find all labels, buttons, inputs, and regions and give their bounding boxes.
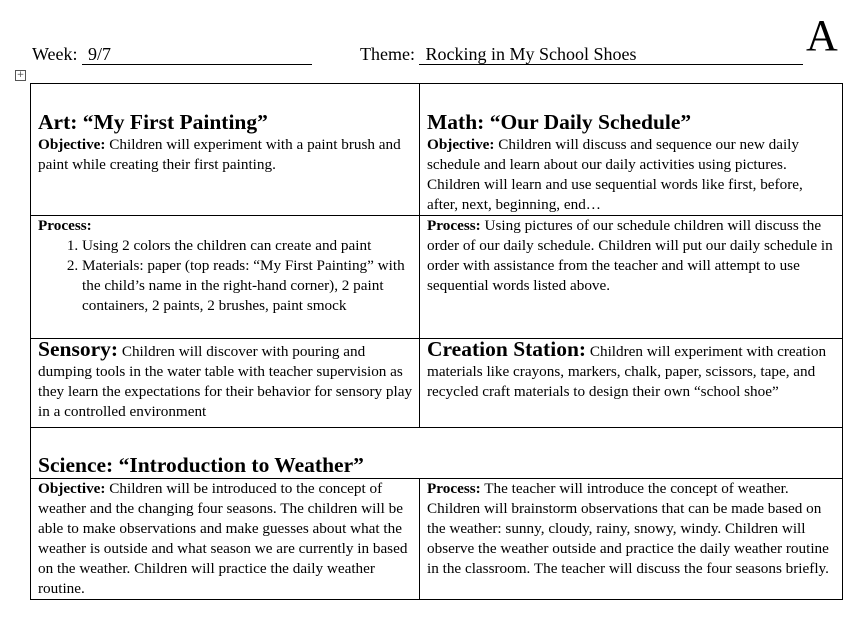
table-row [31, 216, 843, 339]
art-title-cell[interactable] [31, 84, 420, 136]
creation-label: Creation Station: [427, 337, 587, 361]
science-objective-label: Objective: [38, 480, 106, 497]
list-item: 2. Materials: paper (top reads: “My First Painting” with the child’s name in the right-hand corner), 2 paint containers, 2 paints, 2 brushes, paint smock [82, 256, 414, 316]
science-process-text: The teacher will introduce the concept of weather. Children will brainstorm observations that can be made based on the weather: sunny, cloudy, rainy, snowy, windy. Children will observe the weather outside and practice the daily weather routine in the classroom. The teacher will discuss the four seasons briefly. [427, 480, 829, 577]
table-row [31, 84, 843, 136]
creation-text: Children will experiment with creation materials like crayons, markers, chalk, paper, scissors, tape, and recycled craft materials to design their own “school shoe” [427, 343, 827, 400]
table-row [31, 428, 843, 479]
math-objective-text: Children will discuss and sequence our new daily schedule and learn about our daily activities using pictures. Children will learn and use sequential words like first, before, after, next, beginning, end… [427, 136, 803, 213]
page-letter: A [806, 11, 838, 60]
art-process-list [38, 236, 414, 316]
math-title: Math: “Our Daily Schedule” [427, 110, 692, 134]
math-objective-label: Objective: [427, 136, 495, 153]
week-value[interactable]: 9/7 [82, 44, 312, 65]
science-title-cell[interactable] [31, 428, 843, 479]
art-process-cell[interactable] [31, 216, 420, 339]
math-process-text: Using pictures of our schedule children will discuss the order of our daily schedule. Children will put our daily schedule in order with assistance from the teacher and will attempt to use sequential words listed above. [427, 217, 833, 294]
science-process-cell[interactable] [420, 479, 843, 600]
table-row [31, 479, 843, 600]
sensory-cell[interactable] [31, 339, 420, 428]
science-process-label: Process: [427, 480, 481, 497]
math-title-cell[interactable] [420, 84, 843, 136]
list-item: 1. Using 2 colors the children can create and paint [82, 236, 414, 256]
math-process-label: Process: [427, 217, 481, 234]
theme-field [360, 44, 803, 65]
science-title: Science: “Introduction to Weather” [38, 453, 364, 477]
art-objective-text: Children will experiment with a paint brush and paint while creating their first painting. [38, 136, 401, 173]
theme-value[interactable]: Rocking in My School Shoes [419, 44, 803, 65]
theme-label: Theme: [360, 44, 415, 64]
sensory-label: Sensory: [38, 337, 119, 361]
creation-cell[interactable] [420, 339, 843, 428]
move-handle-icon[interactable]: + [16, 70, 25, 80]
sensory-text: Children will discover with pouring and dumping tools in the water table with teacher supervision as they learn the expectations for their behavior for sensory play in a controlled environment [38, 343, 413, 420]
art-process-label: Process: [38, 217, 92, 234]
science-objective-text: Children will be introduced to the concept of weather and the changing four seasons. The children will be able to make observations and make guesses about what the weather is outside and what season we are currently in based on the weather. Children will practice the daily weather routine. [38, 480, 408, 597]
math-process-cell[interactable] [420, 216, 843, 339]
math-objective-cell[interactable] [420, 135, 843, 216]
art-objective-label: Objective: [38, 136, 106, 153]
table-row [31, 339, 843, 428]
science-objective-cell[interactable] [31, 479, 420, 600]
art-title: Art: “My First Painting” [38, 110, 268, 134]
week-label: Week: [32, 44, 78, 64]
week-field [32, 44, 312, 65]
art-objective-cell[interactable] [31, 135, 420, 216]
lesson-plan-table [30, 83, 843, 600]
table-row [31, 135, 843, 216]
